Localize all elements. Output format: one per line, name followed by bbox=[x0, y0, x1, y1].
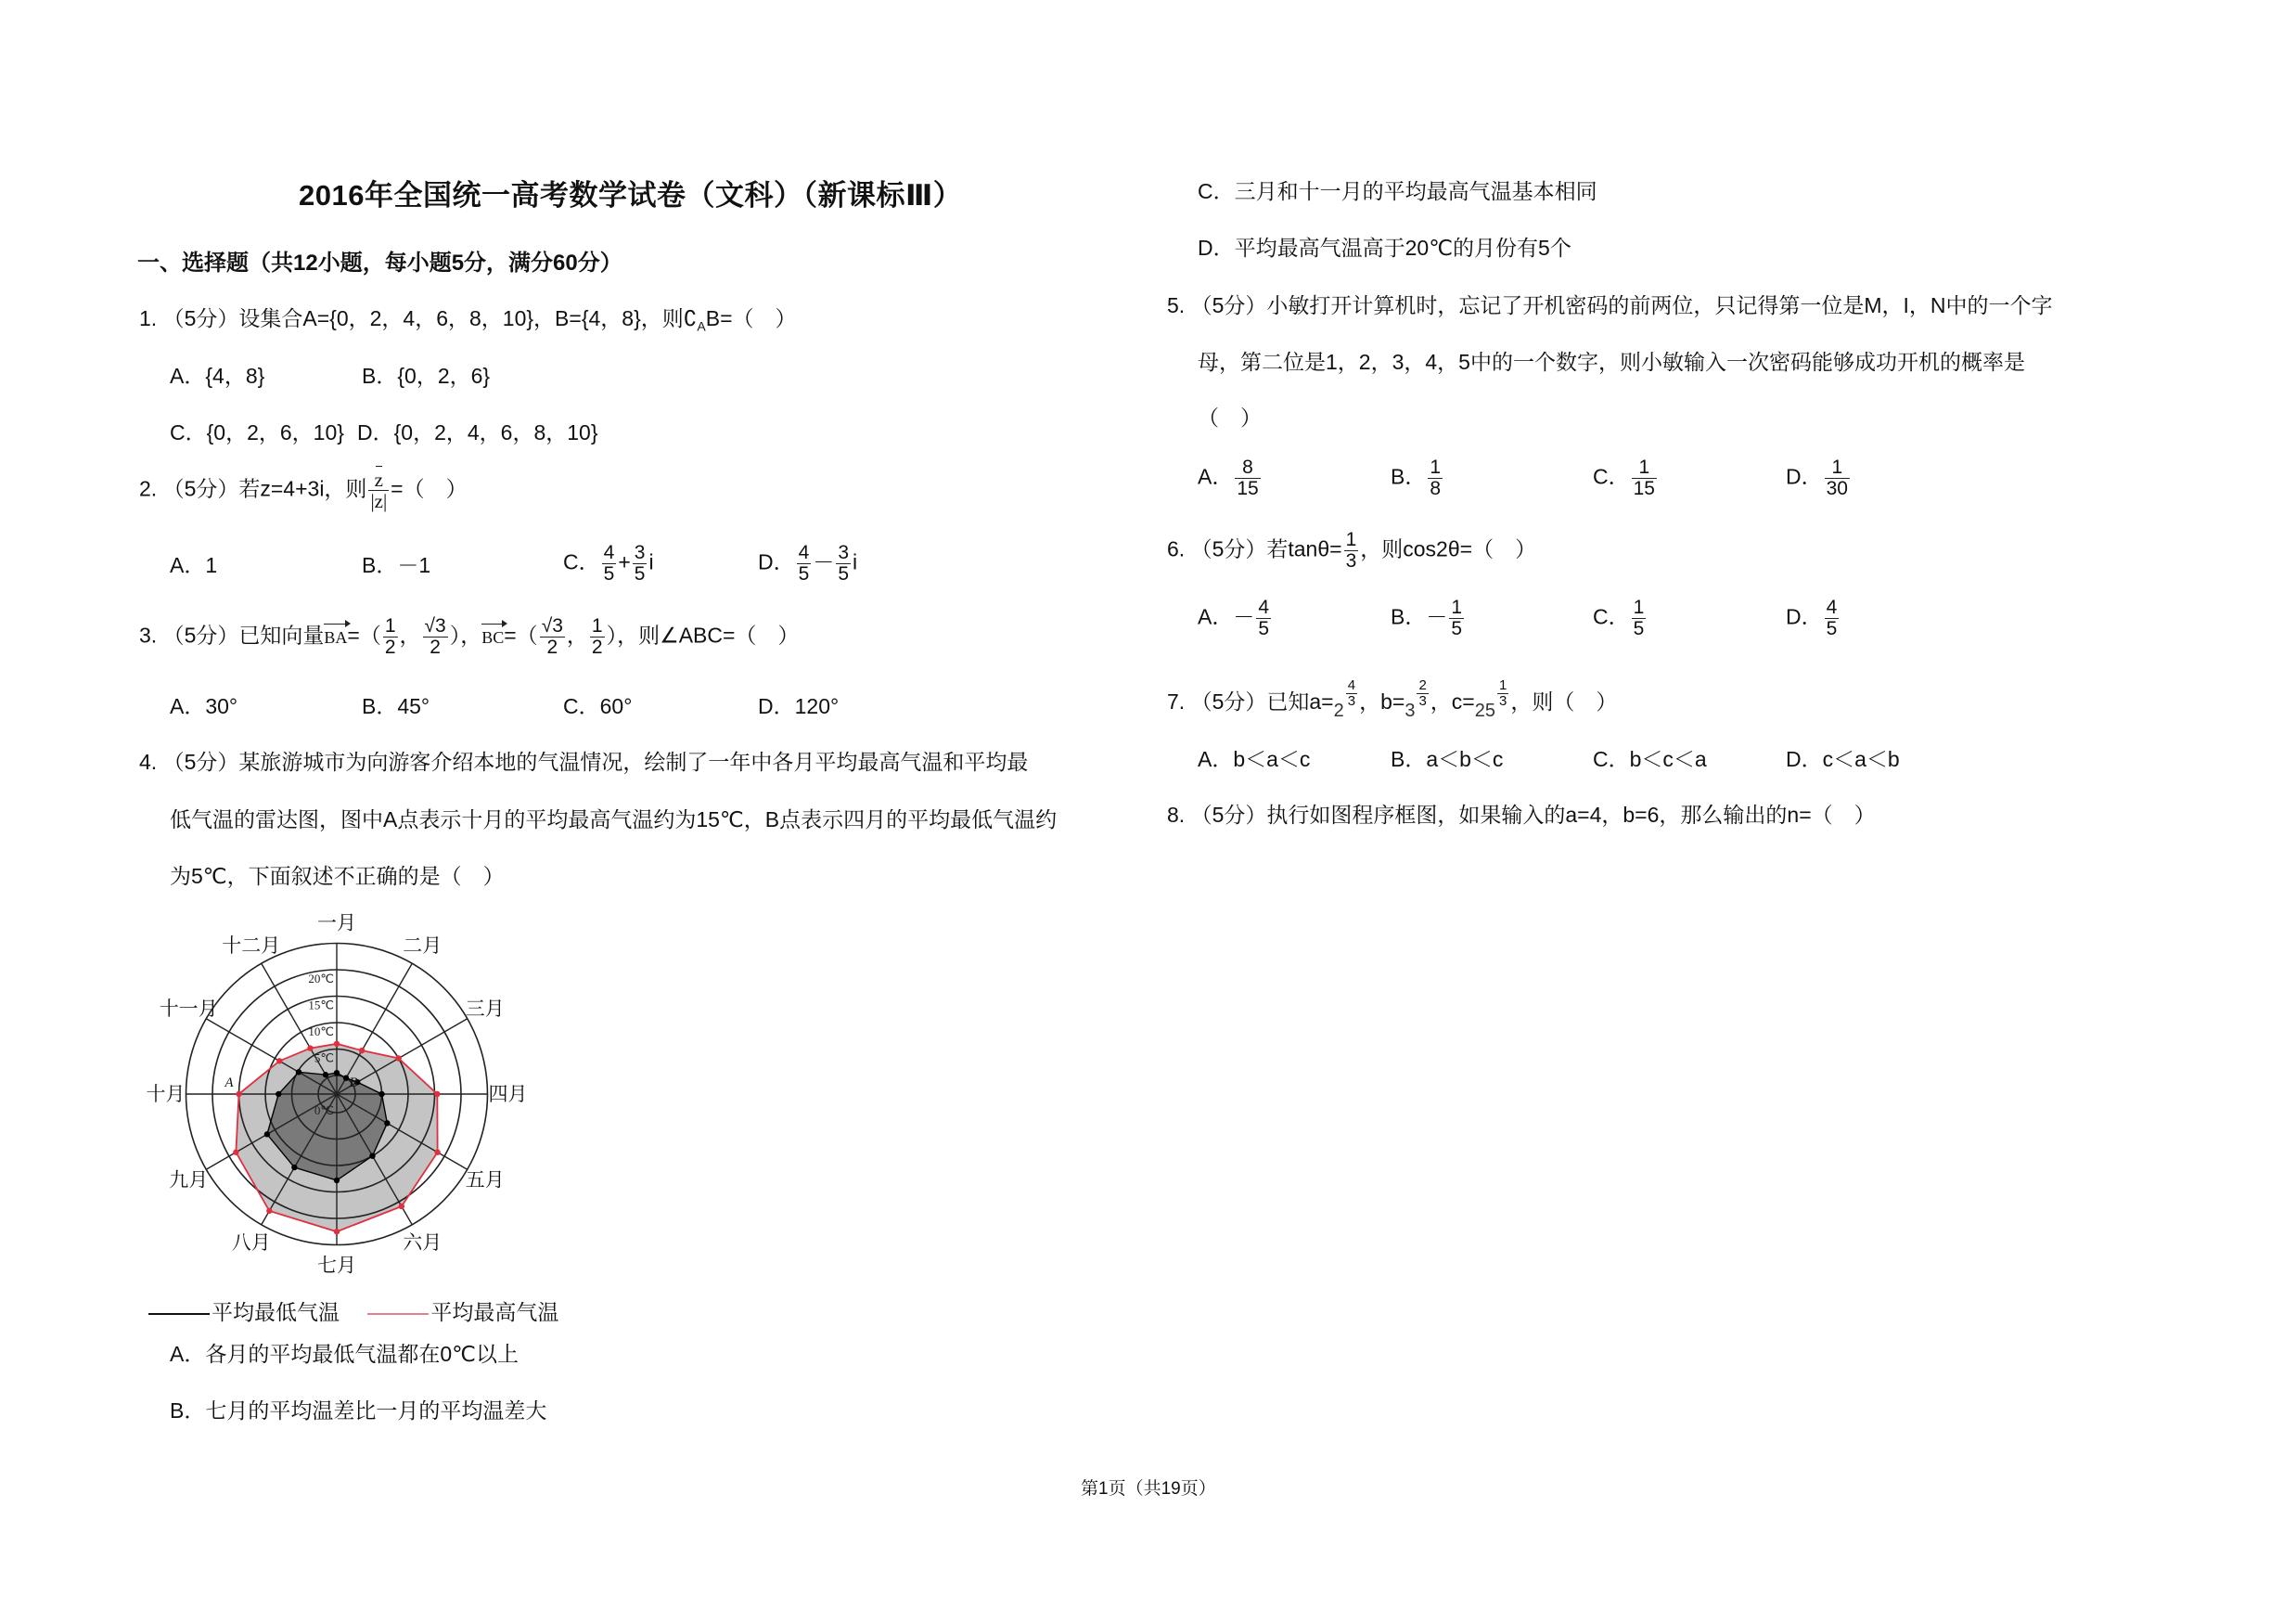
operator: + bbox=[618, 549, 631, 574]
legend-low-label: 平均最低气温 bbox=[212, 1300, 340, 1324]
fraction-numerator: √3 bbox=[424, 615, 446, 637]
fraction-z-over-abs-z bbox=[368, 470, 389, 511]
question-points: （5分） bbox=[1190, 803, 1267, 827]
option-4a bbox=[170, 1344, 519, 1365]
question-points: （5分） bbox=[1190, 293, 1267, 317]
power-base-b: 3 bbox=[1405, 701, 1416, 721]
fraction-numerator: √3 bbox=[541, 615, 563, 637]
option-text: b＜c＜a bbox=[1629, 747, 1707, 771]
exponent-numerator: 1 bbox=[1498, 677, 1507, 693]
fraction-numerator: 4 bbox=[798, 542, 810, 563]
fraction-numerator: 3 bbox=[838, 542, 849, 563]
question-number: 3. bbox=[139, 623, 158, 648]
fraction-denominator: 5 bbox=[634, 563, 646, 586]
option-text: －1 bbox=[397, 553, 431, 577]
question-line-3: 为5℃，下面叙述不正确的是（ ） bbox=[170, 864, 505, 888]
option-label: B． bbox=[170, 1398, 206, 1423]
svg-text:10℃: 10℃ bbox=[308, 1024, 334, 1038]
option-label: A． bbox=[1198, 604, 1234, 629]
option-label: B． bbox=[1391, 604, 1427, 629]
option-2b bbox=[362, 555, 430, 576]
svg-text:20℃: 20℃ bbox=[308, 972, 334, 985]
exponent-denominator: 3 bbox=[1498, 692, 1507, 709]
fraction-denominator: 2 bbox=[546, 637, 558, 659]
fraction-denominator: 2 bbox=[430, 637, 441, 659]
fraction-numerator: 4 bbox=[1258, 597, 1270, 618]
option-text: {0，2，6，10} bbox=[206, 420, 344, 444]
option-4d bbox=[1198, 238, 1571, 259]
option-label: D． bbox=[357, 420, 394, 444]
option-text: {0，2，6} bbox=[397, 364, 491, 388]
radar-chart bbox=[130, 905, 557, 1295]
question-number: 6. bbox=[1167, 536, 1186, 561]
svg-text:四月: 四月 bbox=[488, 1083, 528, 1105]
option-7b bbox=[1391, 749, 1503, 770]
fraction-denominator: 5 bbox=[603, 563, 615, 586]
option-label: C． bbox=[170, 420, 207, 444]
svg-text:二月: 二月 bbox=[403, 934, 443, 958]
option-2d bbox=[758, 543, 857, 585]
fraction-denominator: 5 bbox=[838, 563, 849, 586]
fraction-denominator: 15 bbox=[1237, 478, 1259, 500]
option-label: C． bbox=[1593, 464, 1630, 489]
option-text: 120° bbox=[794, 694, 840, 718]
fraction-numerator: 3 bbox=[634, 542, 646, 563]
fraction-numerator: 1 bbox=[1825, 457, 1850, 479]
option-3b bbox=[362, 696, 430, 717]
option-label: C． bbox=[563, 694, 600, 718]
radar-chart-svg bbox=[130, 905, 557, 1295]
option-6a bbox=[1198, 598, 1273, 639]
option-label: D． bbox=[1198, 236, 1235, 260]
question-line-2: 低气温的雷达图，图中A点表示十月的平均最高气温约为15℃，B点表示四月的平均最低气温约 bbox=[170, 807, 1058, 831]
comma: ， bbox=[399, 623, 421, 648]
imaginary-unit: i bbox=[853, 549, 858, 574]
option-5d bbox=[1786, 457, 1852, 499]
power-base-c: 25 bbox=[1474, 701, 1495, 721]
option-text: 30° bbox=[205, 694, 238, 718]
option-6c bbox=[1593, 598, 1648, 639]
svg-text:5℃: 5℃ bbox=[314, 1050, 334, 1065]
page-footer: 第1页（共19页） bbox=[1081, 1479, 1216, 1499]
fraction-denominator: 8 bbox=[1430, 478, 1442, 500]
option-6b bbox=[1391, 598, 1466, 639]
option-label: A． bbox=[170, 553, 206, 577]
option-1d bbox=[357, 422, 598, 444]
option-2a bbox=[170, 555, 217, 576]
fraction-numerator: 8 bbox=[1235, 457, 1260, 479]
svg-text:十一月: 十一月 bbox=[159, 997, 218, 1020]
svg-text:六月: 六月 bbox=[403, 1230, 443, 1254]
fraction-numerator: 1 bbox=[1633, 597, 1645, 618]
option-text: 45° bbox=[397, 694, 430, 718]
fraction-denominator: 30 bbox=[1826, 478, 1848, 500]
option-text: 三月和十一月的平均最高气温基本相同 bbox=[1234, 179, 1597, 203]
option-label: D． bbox=[758, 694, 795, 718]
question-number: 8. bbox=[1167, 803, 1186, 827]
question-1 bbox=[139, 308, 797, 333]
question-points: （5分） bbox=[162, 750, 239, 774]
option-5c bbox=[1593, 457, 1659, 499]
option-text: 七月的平均温差比一月的平均温差大 bbox=[205, 1398, 547, 1423]
question-stem: 执行如图程序框图，如果输入的a=4，b=6，那么输出的n=（ ） bbox=[1266, 803, 1876, 827]
option-4c bbox=[1198, 181, 1597, 202]
question-stem-tail: B=（ ） bbox=[705, 306, 797, 330]
question-line-3: （ ） bbox=[1198, 406, 1262, 430]
option-3a bbox=[170, 696, 237, 717]
comma: ， bbox=[566, 623, 588, 648]
question-stem: 已知向量 bbox=[238, 623, 325, 648]
question-stem: 已知a= bbox=[1266, 689, 1334, 714]
svg-text:九月: 九月 bbox=[169, 1168, 209, 1191]
question-stem: 若z=4+3i，则 bbox=[238, 476, 367, 501]
question-stem-tail: ），则∠ABC=（ ） bbox=[606, 623, 800, 648]
option-1b bbox=[362, 366, 490, 387]
question-points: （5分） bbox=[162, 476, 239, 501]
question-stem: 若tanθ= bbox=[1266, 536, 1342, 561]
option-5b bbox=[1391, 457, 1444, 499]
svg-text:十月: 十月 bbox=[146, 1083, 186, 1105]
fraction-numerator: 1 bbox=[1345, 529, 1357, 550]
fraction-denominator: |z| bbox=[370, 490, 388, 513]
fraction-denominator: 3 bbox=[1345, 550, 1357, 573]
svg-text:八月: 八月 bbox=[231, 1230, 271, 1254]
option-label: C． bbox=[563, 549, 600, 574]
question-8 bbox=[1167, 805, 1876, 826]
option-label: A． bbox=[1198, 747, 1234, 771]
question-number: 5. bbox=[1167, 293, 1186, 317]
operator: － bbox=[813, 549, 835, 574]
option-text: 各月的平均最低气温都在0℃以上 bbox=[205, 1342, 519, 1366]
option-text: a＜b＜c bbox=[1426, 747, 1504, 771]
option-text: b＜a＜c bbox=[1233, 747, 1311, 771]
question-points: （5分） bbox=[1190, 689, 1267, 714]
power-base-a: 2 bbox=[1333, 701, 1344, 721]
fraction-denominator: 2 bbox=[384, 637, 396, 659]
exponent-numerator: 2 bbox=[1418, 677, 1427, 693]
option-3d bbox=[758, 696, 839, 717]
option-7a bbox=[1198, 749, 1310, 770]
question-stem: 设集合A={0，2，4，6，8，10}，B={4，8}，则∁ bbox=[238, 306, 698, 330]
fraction-numerator: 4 bbox=[1826, 597, 1838, 618]
equals-paren: =（ bbox=[504, 623, 538, 648]
question-stem-tail: ，则（ ） bbox=[1510, 689, 1618, 714]
option-7d bbox=[1786, 749, 1900, 770]
legend-low-line-icon bbox=[148, 1313, 210, 1315]
svg-text:15℃: 15℃ bbox=[308, 998, 334, 1012]
complement-subscript: A bbox=[697, 318, 706, 334]
option-label: B． bbox=[1391, 747, 1427, 771]
question-stem-tail: ，则cos2θ=（ ） bbox=[1360, 536, 1537, 561]
option-3c bbox=[563, 696, 632, 717]
fraction-numerator: 4 bbox=[603, 542, 615, 563]
question-5 bbox=[1167, 295, 2053, 316]
chart-legend bbox=[148, 1302, 558, 1323]
exponent-denominator: 3 bbox=[1418, 692, 1427, 709]
option-label: B． bbox=[362, 364, 398, 388]
question-6 bbox=[1167, 530, 1536, 572]
option-label: A． bbox=[170, 1342, 206, 1366]
option-text: {4，8} bbox=[205, 364, 265, 388]
option-label: D． bbox=[1786, 464, 1823, 489]
svg-text:五月: 五月 bbox=[465, 1168, 505, 1191]
option-text: 60° bbox=[599, 694, 633, 718]
exponent-numerator: 4 bbox=[1347, 677, 1356, 693]
question-line-1: 某旅游城市为向游客介绍本地的气温情况，绘制了一年中各月平均最高气温和平均最 bbox=[238, 750, 1029, 774]
question-number: 4. bbox=[139, 750, 158, 774]
option-label: A． bbox=[1198, 464, 1234, 489]
svg-text:三月: 三月 bbox=[465, 997, 505, 1020]
option-label: B． bbox=[362, 694, 398, 718]
option-label: D． bbox=[1786, 604, 1823, 629]
fraction-denominator: 5 bbox=[1633, 618, 1645, 640]
option-label: B． bbox=[362, 553, 398, 577]
svg-text:A: A bbox=[224, 1076, 234, 1090]
question-number: 7. bbox=[1167, 689, 1186, 714]
fraction-denominator: 5 bbox=[1826, 618, 1838, 640]
question-points: （5分） bbox=[1190, 536, 1267, 561]
option-label: C． bbox=[1593, 747, 1630, 771]
option-text: {0，2，4，6，8，10} bbox=[393, 420, 598, 444]
negative-sign: － bbox=[1426, 604, 1448, 629]
exponent-denominator: 3 bbox=[1347, 692, 1356, 709]
legend-high-line-icon bbox=[367, 1313, 429, 1315]
question-line-2: 母，第二位是1，2，3，4，5中的一个数字，则小敏输入一次密码能够成功开机的概率是 bbox=[1198, 350, 2025, 374]
document-title: 2016年全国统一高考数学试卷（文科）（新课标Ⅲ） bbox=[299, 179, 963, 212]
fraction-denominator: 5 bbox=[1451, 618, 1463, 640]
option-1c bbox=[170, 422, 344, 444]
option-4b bbox=[170, 1400, 546, 1422]
negative-sign: － bbox=[1233, 604, 1255, 629]
option-text: c＜a＜b bbox=[1822, 747, 1900, 771]
question-7 bbox=[1167, 677, 1618, 722]
svg-text:十二月: 十二月 bbox=[222, 934, 281, 958]
vector-bc: BC bbox=[481, 627, 505, 647]
section-header: 一、选择题（共12小题，每小题5分，满分60分） bbox=[137, 251, 622, 276]
option-7c bbox=[1593, 749, 1707, 770]
question-points: （5分） bbox=[162, 623, 239, 648]
fraction-numerator: z bbox=[374, 469, 383, 491]
question-3 bbox=[139, 616, 799, 658]
vector-ba: BA bbox=[324, 627, 348, 647]
question-points: （5分） bbox=[162, 306, 239, 330]
option-label: A． bbox=[170, 364, 206, 388]
svg-text:七月: 七月 bbox=[317, 1254, 356, 1277]
fraction-numerator: 1 bbox=[1430, 457, 1442, 478]
option-label: C． bbox=[1593, 604, 1630, 629]
option-5a bbox=[1198, 457, 1263, 499]
option-label: C． bbox=[1198, 179, 1235, 203]
option-label: A． bbox=[170, 694, 206, 718]
fraction-denominator: 5 bbox=[1258, 618, 1270, 640]
question-stem-tail: =（ ） bbox=[391, 476, 468, 501]
option-1a bbox=[170, 366, 264, 387]
option-6d bbox=[1786, 598, 1841, 639]
svg-text:B: B bbox=[349, 1076, 358, 1090]
c-prefix: ，c= bbox=[1430, 689, 1475, 714]
option-label: D． bbox=[1786, 747, 1823, 771]
option-2c bbox=[563, 543, 654, 585]
svg-text:一月: 一月 bbox=[317, 911, 356, 934]
svg-text:0℃: 0℃ bbox=[314, 1103, 334, 1117]
question-number: 2. bbox=[139, 476, 158, 501]
imaginary-unit: i bbox=[648, 549, 654, 574]
legend-high-label: 平均最高气温 bbox=[430, 1300, 559, 1324]
option-label: D． bbox=[758, 549, 795, 574]
question-2 bbox=[139, 470, 468, 511]
fraction-numerator: 1 bbox=[1632, 457, 1657, 479]
question-number: 1. bbox=[139, 306, 158, 330]
option-text: 平均最高气温高于20℃的月份有5个 bbox=[1234, 236, 1571, 260]
fraction-numerator: 1 bbox=[384, 615, 396, 637]
fraction-numerator: 1 bbox=[1451, 597, 1463, 618]
close-paren: ）， bbox=[449, 623, 482, 648]
fraction-denominator: 2 bbox=[591, 637, 603, 659]
fraction-denominator: 15 bbox=[1633, 478, 1655, 500]
equals-paren: =（ bbox=[347, 623, 381, 648]
question-4 bbox=[139, 752, 1028, 773]
question-line-1: 小敏打开计算机时，忘记了开机密码的前两位，只记得第一位是M，I，N中的一个字 bbox=[1266, 293, 2053, 317]
fraction-denominator: 5 bbox=[798, 563, 810, 586]
option-label: B． bbox=[1391, 464, 1427, 489]
fraction-numerator: 1 bbox=[591, 615, 603, 637]
b-prefix: ，b= bbox=[1359, 689, 1405, 714]
option-text: 1 bbox=[205, 553, 218, 577]
